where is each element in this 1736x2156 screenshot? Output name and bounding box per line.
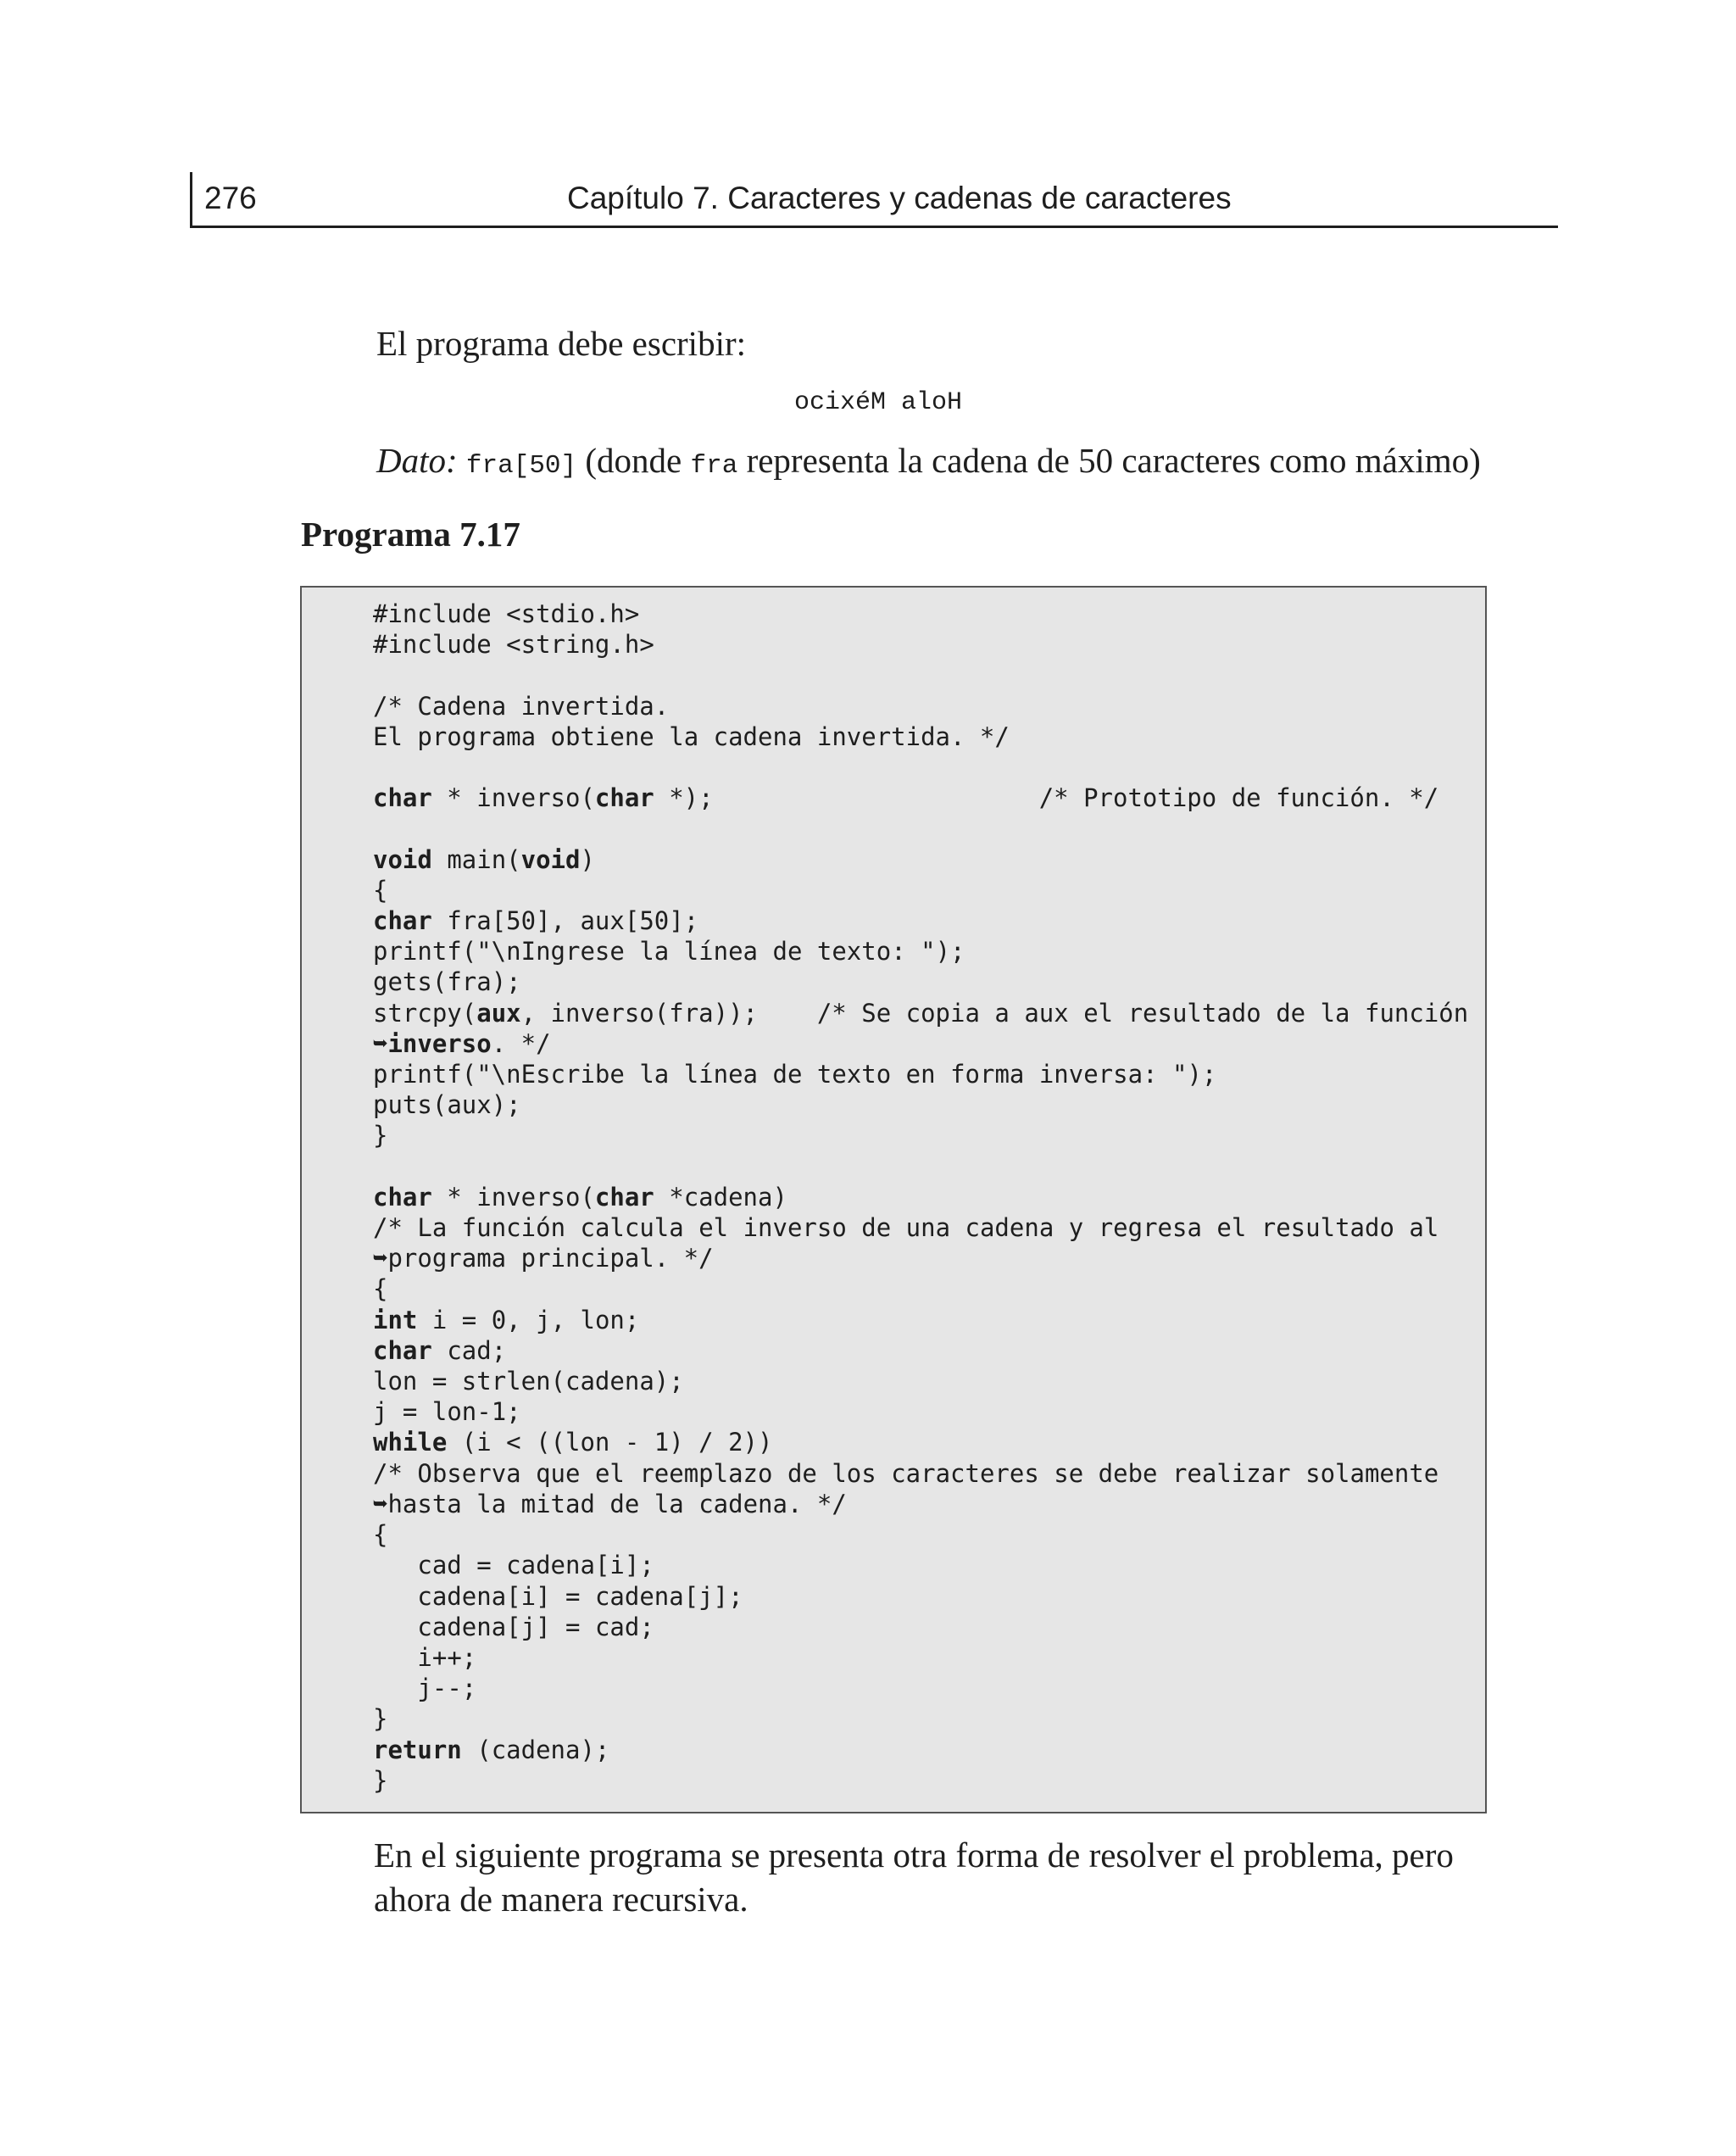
code-line: {	[373, 1274, 388, 1304]
code-line: ➥programa principal. */	[373, 1244, 714, 1273]
page-number: 276	[204, 181, 257, 215]
code-line: }	[373, 1704, 388, 1734]
code-line: /* La función calcula el inverso de una cadena y regresa el resultado al	[373, 1213, 1439, 1243]
code-line: char cad;	[373, 1335, 507, 1365]
code-line: i++;	[417, 1642, 477, 1672]
closing-paragraph	[374, 1833, 1454, 1921]
intro-text: El programa debe escribir:	[376, 324, 747, 363]
code-line: printf("\nIngrese la línea de texto: ");	[373, 937, 965, 967]
dato-code-fra50: fra[50]	[465, 451, 577, 481]
chapter-title: Capítulo 7. Caracteres y cadenas de caracteres	[567, 181, 1232, 215]
code-line: j = lon-1;	[373, 1397, 521, 1427]
closing-line-2: ahora de manera recursiva.	[374, 1880, 748, 1919]
code-line: }	[373, 1765, 388, 1795]
code-line: strcpy(aux, inverso(fra)); /* Se copia a aux el resultado de la función	[373, 998, 1469, 1028]
program-heading: Programa 7.17	[301, 515, 520, 554]
code-line: #include <string.h>	[373, 630, 654, 660]
code-line: ➥inverso. */	[373, 1028, 551, 1058]
code-line: {	[373, 875, 388, 905]
dato-code-fra: fra	[690, 451, 738, 481]
code-line: cadena[j] = cad;	[417, 1612, 654, 1641]
output-example: ocixéM aloH	[793, 388, 963, 417]
code-line: puts(aux);	[373, 1090, 521, 1120]
code-line: El programa obtiene la cadena invertida. */	[373, 721, 1010, 751]
running-head	[190, 172, 1558, 228]
code-line: /* Observa que el reemplazo de los caracteres se debe realizar solamente	[373, 1458, 1439, 1488]
code-line: while (i < ((lon - 1) / 2))	[373, 1428, 773, 1457]
code-line: #include <stdio.h>	[373, 599, 640, 628]
dato-text-1: (donde	[576, 441, 691, 480]
code-line: char fra[50], aux[50];	[373, 906, 699, 936]
dato-line	[376, 439, 1481, 487]
dato-label: Dato:	[376, 441, 458, 480]
code-line: char * inverso(char *); /* Prototipo de función. */	[373, 783, 1439, 813]
code-line: cadena[i] = cadena[j];	[417, 1581, 743, 1611]
code-line: j--;	[417, 1674, 477, 1703]
code-line: gets(fra);	[373, 967, 521, 997]
code-line: printf("\nEscribe la línea de texto en forma inversa: ");	[373, 1060, 1217, 1089]
closing-line-1: En el siguiente programa se presenta otra forma de resolver el problema, pero	[374, 1836, 1454, 1875]
code-line: cad = cadena[i];	[417, 1551, 654, 1580]
code-line: /* Cadena invertida.	[373, 691, 670, 721]
code-line: return (cadena);	[373, 1735, 610, 1764]
code-line: lon = strlen(cadena);	[373, 1367, 684, 1396]
code-listing	[373, 599, 1468, 1796]
code-line: {	[373, 1520, 388, 1550]
code-line: ➥hasta la mitad de la cadena. */	[373, 1489, 847, 1518]
code-line: }	[373, 1121, 388, 1150]
code-line: char * inverso(char *cadena)	[373, 1182, 787, 1212]
dato-text-2: representa la cadena de 50 caracteres como máximo)	[737, 441, 1481, 480]
code-line: void main(void)	[373, 844, 595, 874]
code-line: int i = 0, j, lon;	[373, 1305, 640, 1334]
